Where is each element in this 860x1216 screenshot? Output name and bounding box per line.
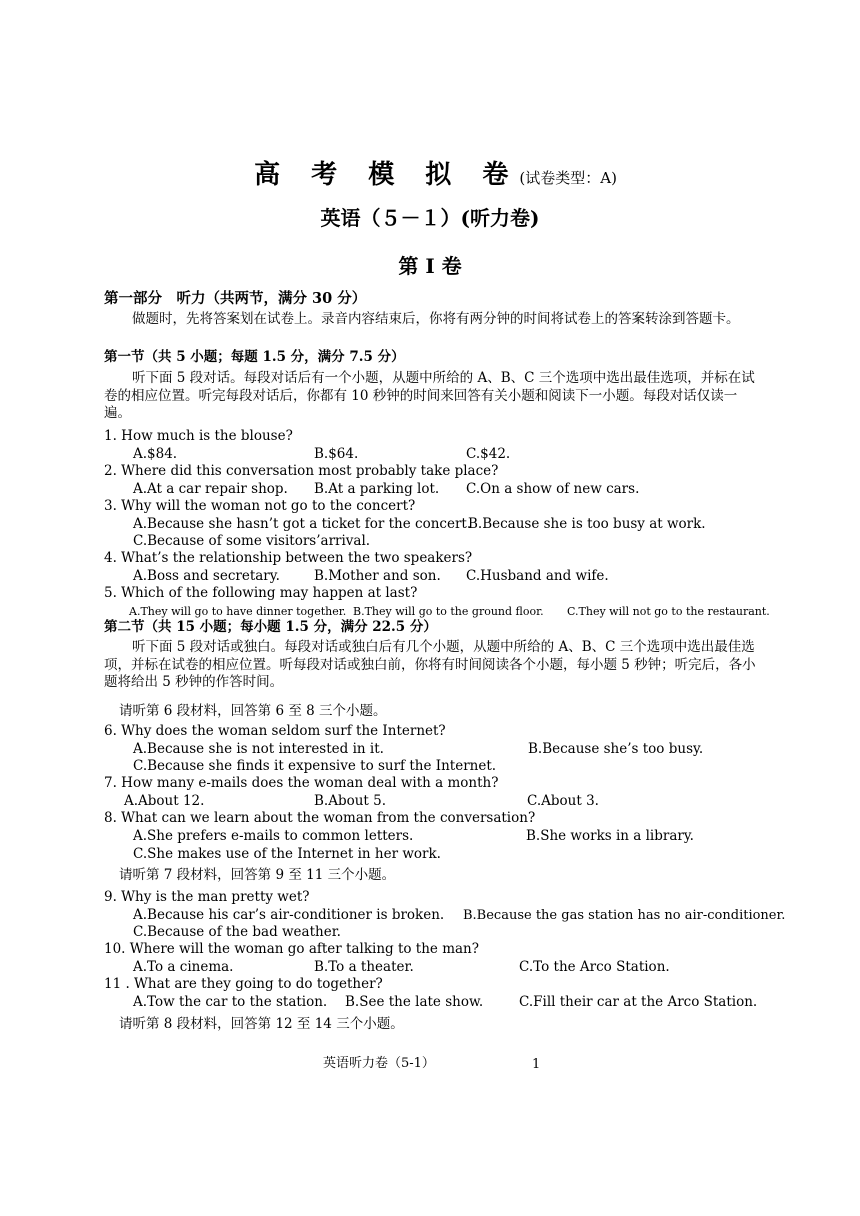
title-char: 高: [254, 160, 281, 190]
exam-subtitle: 英语（５－１）(听力卷): [320, 206, 540, 230]
option-c: C.On a show of new cars.: [466, 481, 640, 497]
question-stem: 11 . What are they going to do together?: [104, 976, 383, 992]
exam-title: [0, 158, 860, 195]
footer-label: 英语听力卷（5-1）: [323, 1056, 435, 1071]
question-stem: 1. How much is the blouse?: [104, 428, 293, 444]
option-b: B.Because the gas station has no air-conditioner.: [463, 908, 786, 923]
option-b: B.She works in a library.: [526, 828, 694, 844]
option-c: C.About 3.: [527, 793, 599, 809]
option-c: C.To the Arco Station.: [519, 959, 670, 975]
title-char: 拟: [425, 160, 452, 190]
question-stem: 2. Where did this conversation most probably take place?: [104, 463, 499, 479]
part1-heading: 第一部分 听力（共两节，满分 30 分）: [104, 290, 367, 307]
option-a: A.To a cinema.: [133, 959, 234, 975]
option-c: C.Because of the bad weather.: [133, 924, 341, 940]
question-stem: 8. What can we learn about the woman from the conversation?: [104, 810, 536, 826]
option-b: B.$64.: [314, 446, 359, 462]
section1-instruction: 听下面 5 段对话。每段对话后有一个小题，从题中所给的 A、B、C 三个选项中选出最佳选项，并标在试卷的相应位置。听完每段对话后，你都有 10 秒钟的时间来回答有关小题和阅读下一小题。每段对话仅读一遍。: [104, 370, 755, 421]
question-stem: 5. Which of the following may happen at last?: [104, 585, 418, 601]
material-instruction: 请听第 8 段材料，回答第 12 至 14 三个小题。: [119, 1016, 404, 1032]
option-c: C.Husband and wife.: [466, 568, 609, 584]
option-b: B.They will go to the ground floor.: [353, 605, 544, 618]
page-number: 1: [532, 1057, 541, 1072]
option-b: B.See the late show.: [345, 994, 484, 1010]
section2-heading: 第二节（共 15 小题；每小题 1.5 分，满分 22.5 分）: [104, 619, 437, 635]
option-a: A.$84.: [133, 446, 178, 462]
option-a: A.Boss and secretary.: [133, 568, 280, 584]
section2-instruction: 听下面 5 段对话或独白。每段对话或独白后有几个小题，从题中所给的 A、B、C 三个选项中选出最佳选项，并标在试卷的相应位置。听每段对话或独白前，你将有时间阅读各个小题，每小题 5 秒钟；听完后，各小题将给出 5 秒钟的作答时间。: [104, 639, 756, 690]
option-b: B.Because she is too busy at work.: [468, 516, 706, 532]
option-c: C.Fill their car at the Arco Station.: [519, 994, 758, 1010]
option-a: A.About 12.: [124, 793, 205, 809]
option-c: C.Because of some visitors’arrival.: [133, 533, 371, 549]
exam-type-note: (试卷类型：A): [519, 169, 617, 187]
option-a: A.She prefers e-mails to common letters.: [133, 828, 414, 844]
option-b: B.At a parking lot.: [314, 481, 440, 497]
option-c: C.She makes use of the Internet in her work.: [133, 846, 441, 862]
option-b: B.To a theater.: [314, 959, 414, 975]
question-stem: 4. What’s the relationship between the two speakers?: [104, 550, 473, 566]
question-stem: 9. Why is the man pretty wet?: [104, 889, 310, 905]
question-stem: 3. Why will the woman not go to the concert?: [104, 498, 416, 514]
option-b: B.Because she’s too busy.: [528, 741, 704, 757]
option-a: A.At a car repair shop.: [133, 481, 288, 497]
part1-instruction: 做题时，先将答案划在试卷上。录音内容结束后，你将有两分钟的时间将试卷上的答案转涂到答题卡。: [132, 311, 740, 327]
question-stem: 6. Why does the woman seldom surf the Internet?: [104, 723, 446, 739]
material-instruction: 请听第 7 段材料，回答第 9 至 11 三个小题。: [119, 867, 396, 883]
option-a: A.Because she is not interested in it.: [133, 741, 384, 757]
option-a: A.Because she hasn’t got a ticket for the concert.: [133, 516, 472, 532]
volume-label: 第 I 卷: [398, 254, 462, 278]
title-char: 考: [311, 160, 338, 190]
question-stem: 7. How many e-mails does the woman deal with a month?: [104, 775, 499, 791]
option-b: B.About 5.: [314, 793, 387, 809]
question-stem: 10. Where will the woman go after talking to the man?: [104, 941, 479, 957]
option-a: A.Tow the car to the station.: [133, 994, 328, 1010]
title-char: 模: [368, 160, 395, 190]
option-a: A.Because his car’s air-conditioner is broken.: [133, 907, 445, 923]
option-b: B.Mother and son.: [314, 568, 441, 584]
section1-heading: 第一节（共 5 小题；每题 1.5 分，满分 7.5 分）: [104, 349, 405, 365]
option-a: A.They will go to have dinner together.: [129, 605, 347, 618]
material-instruction: 请听第 6 段材料，回答第 6 至 8 三个小题。: [119, 703, 387, 719]
option-c: C.Because she finds it expensive to surf the Internet.: [133, 758, 497, 774]
title-char: 卷: [482, 160, 509, 190]
option-c: C.$42.: [466, 446, 511, 462]
option-c: C.They will not go to the restaurant.: [567, 605, 770, 618]
